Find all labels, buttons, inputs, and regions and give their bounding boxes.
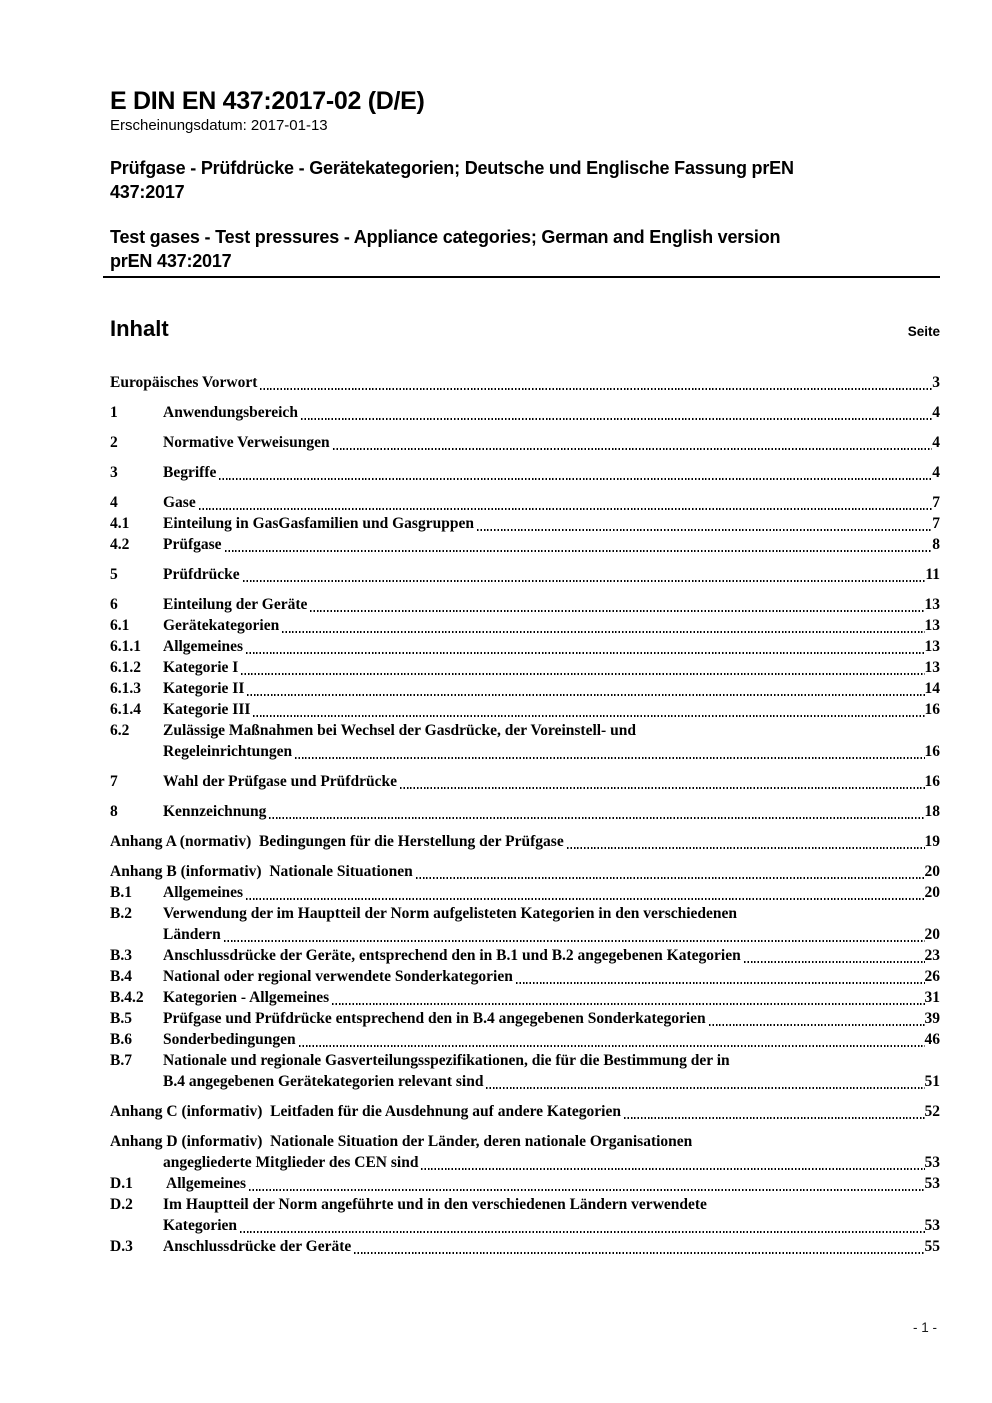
toc-entry-page: 18 (924, 803, 940, 820)
toc-entry (110, 492, 940, 513)
toc-entry-number: 4.1 (110, 515, 130, 532)
toc-entry-page: 16 (924, 773, 940, 790)
toc-entry-page: 16 (924, 743, 940, 760)
title-german-line1: Prüfgase - Prüfdrücke - Gerätekategorien; Deutsche und Englische Fassung prEN (110, 158, 794, 178)
toc-entry-number: B.4.2 (110, 989, 144, 1006)
toc-entry-title: Anhang C (informativ) Leitfaden für die Ausdehnung auf andere Kategorien (110, 1103, 621, 1120)
toc-entry-number: B.4 (110, 968, 132, 985)
toc-entry-page: 39 (924, 1010, 940, 1027)
leader-dots (224, 940, 925, 942)
toc-entry (110, 594, 940, 615)
toc-entry (110, 720, 940, 762)
toc-entry-title: Kategorien (163, 1217, 238, 1234)
toc-entry (110, 903, 940, 945)
page-content (110, 0, 940, 1257)
leader-dots (421, 1168, 924, 1170)
toc-entry-page: 26 (924, 968, 940, 985)
toc-entry-number: 6.1.3 (110, 680, 141, 697)
toc-entry-number: D.1 (110, 1175, 133, 1192)
leader-dots (243, 580, 926, 582)
title-german-line2: 437:2017 (110, 182, 185, 202)
page-number-footer: - 1 - (912, 1320, 937, 1335)
toc-entry-number: 6.1.1 (110, 638, 141, 655)
toc-entry-title: angegliederte Mitglieder des CEN sind (163, 1154, 419, 1171)
toc-entry-title: National oder regional verwendete Sonderkategorien (163, 968, 513, 985)
toc-entry-title: Anwendungsbereich (163, 404, 298, 421)
toc-entry-title: Kategorie III (163, 701, 251, 718)
toc-entry (110, 462, 940, 483)
toc-entry (110, 861, 940, 882)
toc-entry-page: 13 (924, 659, 940, 676)
leader-dots (299, 1045, 925, 1047)
toc-entry-title: Verwendung der im Hauptteil der Norm aufgelisteten Kategorien in den verschiedenen (163, 905, 738, 922)
toc-entry-title: Im Hauptteil der Norm angeführte und in den verschiedenen Ländern verwendete (163, 1196, 707, 1213)
toc-entry-number: 6.1.4 (110, 701, 141, 718)
toc-entry-title: B.4 angegebenen Gerätekategorien relevant sind (163, 1073, 484, 1090)
toc-entry (110, 1101, 940, 1122)
toc-entry-title: Europäisches Vorwort (110, 374, 258, 391)
toc-entry-page: 53 (924, 1154, 940, 1171)
toc-entry-page: 19 (924, 833, 940, 850)
leader-dots (249, 1189, 924, 1191)
toc-entry-number: 5 (110, 566, 118, 583)
toc-page-column-label: Seite (907, 324, 940, 339)
leader-dots (333, 448, 933, 450)
leader-dots (624, 1117, 925, 1119)
toc-entry-page: 4 (932, 404, 940, 421)
table-of-contents (110, 372, 940, 1257)
toc-entry-title: Kategorien - Allgemeines (163, 989, 330, 1006)
leader-dots (400, 787, 925, 789)
toc-entry-title: Einteilung der Geräte (163, 596, 308, 613)
title-english-line1: Test gases - Test pressures - Appliance categories; German and English version (110, 227, 781, 247)
toc-entry-title: Allgemeines (163, 884, 244, 901)
leader-dots (709, 1024, 925, 1026)
title-english-line2: prEN 437:2017 (110, 251, 232, 271)
toc-entry (110, 945, 940, 966)
toc-entry-number: 4 (110, 494, 118, 511)
leader-dots (295, 757, 924, 759)
toc-entry (110, 1029, 940, 1050)
toc-header (110, 316, 940, 342)
toc-entry-title: Kennzeichnung (163, 803, 267, 820)
leader-dots (354, 1252, 924, 1254)
leader-dots (247, 694, 924, 696)
toc-entry-page: 7 (932, 515, 940, 532)
toc-entry (110, 1008, 940, 1029)
toc-entry-title: Regeleinrichtungen (163, 743, 293, 760)
toc-entry (110, 1236, 940, 1257)
toc-entry-title: Prüfdrücke (163, 566, 240, 583)
toc-entry-number: B.5 (110, 1010, 132, 1027)
toc-entry-number: B.3 (110, 947, 132, 964)
toc-entry-number: 6.1.2 (110, 659, 141, 676)
toc-entry (110, 771, 940, 792)
toc-entry-number: 8 (110, 803, 118, 820)
toc-entry (110, 1194, 940, 1236)
toc-entry-title: Kategorie II (163, 680, 245, 697)
toc-entry-page: 53 (924, 1175, 940, 1192)
toc-entry-page: 8 (932, 536, 940, 553)
toc-entry-title: Anschlussdrücke der Geräte, entsprechend den in B.1 und B.2 angegebenen Kategorien (163, 947, 741, 964)
leader-dots (567, 847, 925, 849)
leader-dots (260, 388, 932, 390)
document-id-heading: E DIN EN 437:2017-02 (D/E) (110, 87, 425, 115)
toc-entry (110, 1131, 940, 1173)
toc-entry-number: B.7 (110, 1052, 132, 1069)
toc-entry-number: 6 (110, 596, 118, 613)
toc-entry-number: 6.1 (110, 617, 130, 634)
toc-entry-title: Prüfgase (163, 536, 222, 553)
toc-entry-page: 20 (924, 884, 940, 901)
toc-entry-number: 3 (110, 464, 118, 481)
toc-entry-number: 2 (110, 434, 118, 451)
leader-dots (416, 877, 925, 879)
toc-entry-title: Anhang B (informativ) Nationale Situationen (110, 863, 413, 880)
toc-entry (110, 402, 940, 423)
toc-entry (110, 882, 940, 903)
toc-entry-number: B.6 (110, 1031, 132, 1048)
toc-entry-page: 13 (924, 638, 940, 655)
toc-entry-number: 7 (110, 773, 118, 790)
leader-dots (241, 673, 924, 675)
toc-entry-title: Einteilung in GasGasfamilien und Gasgruppen (163, 515, 474, 532)
leader-dots (199, 508, 933, 510)
toc-entry (110, 699, 940, 720)
leader-dots (516, 982, 925, 984)
toc-entry-page: 23 (924, 947, 940, 964)
toc-entry-page: 20 (924, 863, 940, 880)
toc-entry (110, 1050, 940, 1092)
leader-dots (282, 631, 924, 633)
toc-entry-title: Zulässige Maßnahmen bei Wechsel der Gasdrücke, der Voreinstell- und (163, 722, 636, 739)
toc-entry-page: 20 (924, 926, 940, 943)
toc-entry-page: 13 (924, 596, 940, 613)
toc-entry (110, 678, 940, 699)
toc-entry-title: Begriffe (163, 464, 217, 481)
toc-entry-page: 46 (924, 1031, 940, 1048)
toc-entry-page: 14 (924, 680, 940, 697)
toc-entry (110, 1173, 940, 1194)
toc-entry (110, 432, 940, 453)
toc-entry-number: B.2 (110, 905, 132, 922)
leader-dots (253, 715, 924, 717)
toc-entry-page: 52 (924, 1103, 940, 1120)
leader-dots (246, 898, 924, 900)
toc-entry-page: 53 (924, 1217, 940, 1234)
toc-entry (110, 831, 940, 852)
leader-dots (219, 478, 932, 480)
toc-heading: Inhalt (110, 316, 169, 341)
leader-dots (246, 652, 924, 654)
toc-entry-title: Nationale und regionale Gasverteilungsspezifikationen, die für die Bestimmung der in (163, 1052, 730, 1069)
toc-entry-number: D.3 (110, 1238, 133, 1255)
toc-entry-title: Normative Verweisungen (163, 434, 330, 451)
toc-entry-title: Gerätekategorien (163, 617, 280, 634)
toc-entry-number: 1 (110, 404, 118, 421)
toc-entry-page: 7 (932, 494, 940, 511)
toc-entry (110, 372, 940, 393)
toc-entry-page: 31 (924, 989, 940, 1006)
toc-entry-title: Wahl der Prüfgase und Prüfdrücke (163, 773, 397, 790)
toc-entry-title: Sonderbedingungen (163, 1031, 296, 1048)
title-german (110, 156, 940, 204)
leader-dots (310, 610, 924, 612)
toc-entry-title: Gase (163, 494, 196, 511)
toc-entry-number: 4.2 (110, 536, 130, 553)
toc-entry-title: Ländern (163, 926, 221, 943)
leader-dots (744, 961, 925, 963)
toc-entry-page: 55 (924, 1238, 940, 1255)
leader-dots (486, 1087, 924, 1089)
header-divider-rule (103, 276, 940, 278)
leader-dots (269, 817, 924, 819)
toc-entry-page: 11 (925, 566, 940, 583)
toc-entry-page: 16 (924, 701, 940, 718)
toc-entry-number: 6.2 (110, 722, 130, 739)
title-english (110, 225, 940, 273)
leader-dots (240, 1231, 924, 1233)
toc-entry (110, 534, 940, 555)
leader-dots (477, 529, 932, 531)
toc-entry (110, 564, 940, 585)
leader-dots (225, 550, 933, 552)
toc-entry-title: Kategorie I (163, 659, 239, 676)
toc-entry-title: Prüfgase und Prüfdrücke entsprechend den in B.4 angegebenen Sonderkategorien (163, 1010, 706, 1027)
toc-entry (110, 987, 940, 1008)
toc-entry-page: 51 (924, 1073, 940, 1090)
toc-entry-page: 4 (932, 464, 940, 481)
toc-entry (110, 513, 940, 534)
toc-entry-page: 13 (924, 617, 940, 634)
toc-entry-title: Allgemeines (163, 1175, 247, 1192)
leader-dots (332, 1003, 924, 1005)
publication-date: Erscheinungsdatum: 2017-01-13 (110, 117, 328, 134)
toc-entry-title: Anschlussdrücke der Geräte (163, 1238, 352, 1255)
toc-entry-title: Anhang D (informativ) Nationale Situation der Länder, deren nationale Organisationen (110, 1133, 693, 1150)
toc-entry-page: 4 (932, 434, 940, 451)
toc-entry (110, 615, 940, 636)
toc-entry (110, 801, 940, 822)
toc-entry-page: 3 (932, 374, 940, 391)
toc-entry-number: B.1 (110, 884, 132, 901)
toc-entry-number: D.2 (110, 1196, 133, 1213)
leader-dots (301, 418, 932, 420)
toc-entry-title: Allgemeines (163, 638, 244, 655)
toc-entry-title: Anhang A (normativ) Bedingungen für die Herstellung der Prüfgase (110, 833, 564, 850)
toc-entry (110, 657, 940, 678)
toc-entry (110, 636, 940, 657)
toc-entry (110, 966, 940, 987)
